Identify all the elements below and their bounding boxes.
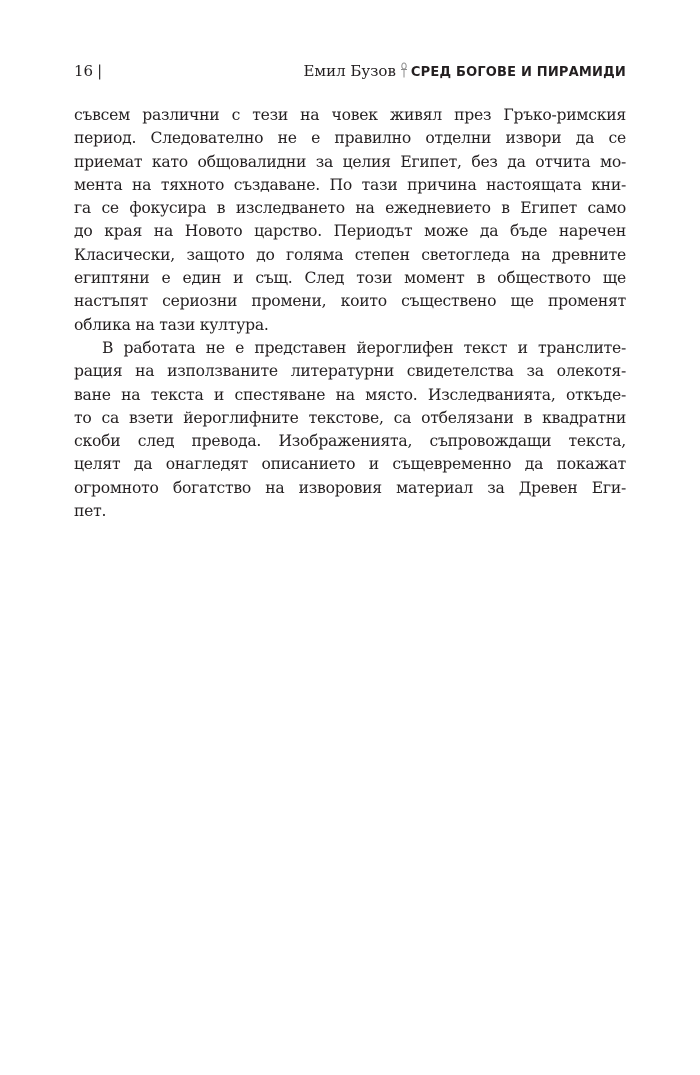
text-line: съвсем различни с тези на човек живял през Гръко-римския: [74, 106, 626, 124]
text-line: до края на Новото царство. Периодът може да бъде наречен: [74, 222, 626, 241]
text-line: настъпят сериозни промени, които съществено ще променят: [74, 292, 626, 311]
text-line: ване на текста и спестяване на място. Изследванията, откъде-: [74, 385, 626, 404]
text-line: то са взети йероглифните текстове, са отбелязани в квадратни: [74, 408, 626, 427]
ankh-ornament-icon: [400, 62, 408, 78]
text-line: рация на използваните литературни свидетелства за олекотя-: [74, 362, 626, 381]
text-line: целят да онагледят описанието и същевременно да покажат: [74, 455, 626, 474]
text-line: огромното богатство на изворовия материал за Древен Еги-: [74, 478, 626, 497]
text-line: период. Следователно не е правилно отделни извори да се: [74, 129, 626, 148]
text-line: га се фокусира в изследването на ежедневието в Египет само: [74, 199, 626, 218]
page-number-value: 16: [74, 62, 94, 80]
text-line: облика на тази култура.: [74, 315, 269, 334]
body-text: [74, 104, 626, 523]
text-line: приемат като общовалидни за целия Египет, без да отчита мо-: [74, 152, 626, 171]
text-line: Класически, защото до голяма степен светогледа на древните: [74, 245, 626, 264]
paragraph-2: [74, 337, 626, 523]
paragraph-1: [74, 104, 626, 337]
author-name: Емил Бузов: [303, 62, 396, 80]
page-number-divider: |: [97, 62, 103, 80]
book-title: СРЕД БОГОВЕ И ПИРАМИДИ: [410, 65, 626, 80]
text-line: скоби след превода. Изображенията, съпровождащи текста,: [74, 432, 626, 451]
text-line: пет.: [74, 502, 107, 521]
text-line: мента на тяхното създаване. По тази причина настоящата кни-: [74, 175, 626, 194]
text-line: В работата не е представен йероглифен текст и транслите-: [102, 338, 626, 357]
running-header: [74, 60, 626, 82]
page-number: [74, 60, 102, 82]
running-head: [303, 60, 626, 84]
text-line: египтяни е един и същ. След този момент в обществото ще: [74, 269, 626, 288]
